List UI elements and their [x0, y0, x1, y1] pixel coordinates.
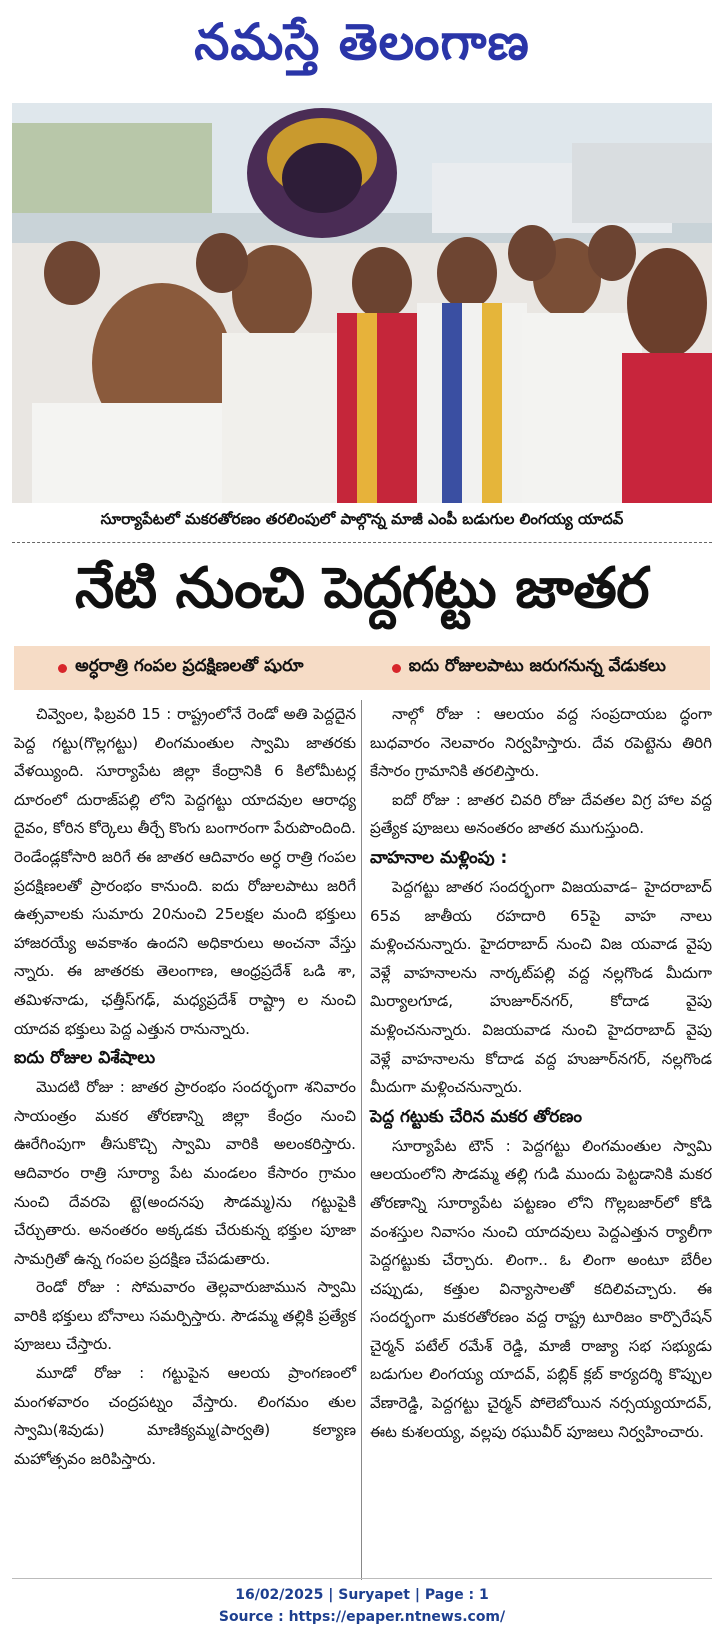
article-paragraph: మొదటి రోజు : జాతర ప్రారంభం సందర్భంగా శనివారం సాయంత్రం మకర తోరణాన్ని జిల్లా కేంద్రం నుంచి ఊరేగింపుగా తీసుకొచ్చి స్వామి వారికి అలంకరిస్తారు. ఆదివారం రాత్రి సూర్యా పేట మండలం కేసారం గ్రామం నుంచి దేవరపె ట్టె(అందనపు సౌడమ్మ)ను గట్టుపైకి చేర్చుతారు. అనంతరం అక్కడకు చేరుకున్న భక్తుల పూజా సామగ్రితో ఉన్న గంపల ప్రదక్షిణ చేపడుతారు.: [14, 1078, 356, 1268]
masthead-logo-text: నమస్తే తెలంగాణ: [194, 12, 530, 71]
subhead-item: [58, 656, 303, 680]
masthead: [0, 0, 724, 96]
subhead-item: [392, 656, 666, 680]
footer-date-line: 16/02/2025 | Suryapet | Page : 1: [235, 1587, 489, 1603]
article-paragraph: నాల్గో రోజు : ఆలయం వద్ద సంప్రదాయబ ద్ధంగా బుధవారం నెలవారం నిర్వహిస్తారు. దేవ రపెట్టెను తిరిగి కేసారం గ్రామానికి తరలిస్తారు.: [370, 705, 712, 781]
footer-divider: [12, 1578, 712, 1579]
article-paragraph: పెద్దగట్టు జాతర సందర్భంగా విజయవాడ– హైదరాబాద్ 65వ జాతీయ రహదారి 65పై వాహ నాలు మళ్లించనున్నారు. హైదరాబాద్ నుంచి విజ యవాడ వైపు వెళ్లే వాహనాలను నార్కట్‌పల్లి వద్ద నల్లగొండ మీదుగా మిర్యాలగూడ, హుజూర్‌నగర్, కోదాడ వైపు మళ్లించనున్నారు. విజయవాడ నుంచి హైదరాబాద్ వైపు వెళ్లే వాహనాలను కోదాడ వద్ద హుజూర్‌నగర్, నల్లగొండ మీదుగా మళ్లించనున్నారు.: [370, 877, 712, 1097]
bullet-dot-icon: [392, 664, 401, 673]
photo-caption: సూర్యాపేటలో మకరతోరణం తరలింపులో పాల్గొన్న మాజీ ఎంపీ బడుగుల లింగయ్య యాదవ్: [100, 510, 624, 528]
subhead-text: అర్ధరాత్రి గంపల ప్రదక్షిణలతో షురూ: [75, 656, 304, 676]
subheadline-bar: [14, 646, 710, 690]
article-paragraph: మూడో రోజు : గట్టుపైన ఆలయ ప్రాంగణంలో మంగళవారం చంద్రపట్నం వేస్తారు. లింగమం తుల స్వామి(శివుడు) మాణిక్యమ్మ(పార్వతి) కల్యాణ మహోత్సవం జరిపిస్తారు.: [14, 1364, 356, 1468]
article-paragraph: చివ్వెంల, ఫిబ్రవరి 15 : రాష్ట్రంలోనే రెండో అతి పెద్దదైన పెద్ద గట్టు(గొల్లగట్టు) లింగమంతుల స్వామి జాతరకు వేళయ్యింది. సూర్యాపేట జిల్లా కేంద్రానికి 6 కిలోమీటర్ల దూరంలో దురాజ్‌పల్లి లోని పెద్దగట్టు యాదవుల ఆరాధ్య దైవం, కోరిన కోర్కెలు తీర్చే కొంగు బంగారంగా పేరుపొందింది. రెండేండ్లకోసారి జరిగే ఈ జాతర ఆదివారం అర్ధ రాత్రి గంపల ప్రదక్షిణలతో ప్రారంభం కానుంది. ఐదు రోజులపాటు జరిగే ఉత్సవాలకు సుమారు 20నుంచి 25లక్షల మంది భక్తులు హాజరయ్యే అవకాశం ఉందని అధికారులు అంచనా వేస్తు న్నారు. ఈ జాతరకు తెలంగాణ, ఆంధ్రప్రదేశ్ ఒడి శా, తమిళనాడు, ఛత్తీస్‌గఢ్, మధ్యప్రదేశ్ రాష్ట్రా ల నుంచి యాదవ భక్తులు పెద్ద ఎత్తున రానున్నారు.: [14, 705, 356, 1038]
headline: నేటి నుంచి పెద్దగట్టు జాతర: [75, 555, 649, 621]
section-heading: ఐదు రోజుల విశేషాలు: [14, 1048, 156, 1069]
article-right-column: [370, 700, 712, 1446]
article-left-column: [14, 700, 356, 1473]
bullet-dot-icon: [58, 664, 67, 673]
article-paragraph: సూర్యాపేట టౌన్ : పెద్దగట్టు లింగమంతుల స్వామి ఆలయంలోని సౌడమ్మ తల్లి గుడి ముందు పెట్టడానికి మకర తోరణాన్ని సూర్యాపేట పట్టణం లోని గొల్లబజార్‌లో కోడి వంశస్తుల నివాసం నుంచి యాదవులు పెద్దఎత్తున ర్యాలీగా పెద్దగట్టుకు చేర్చారు. లింగా.. ఓ లింగా అంటూ బేరీల చప్పుడు, కత్తుల విన్యాసాలతో కదిలివచ్చారు. ఈ సందర్భంగా మకరతోరణం వద్ద రాష్ట్ర టూరిజం కార్పొరేషన్ చైర్మన్ పటేల్ రమేశ్ రెడ్డి, మాజీ రాజ్యా సభ సభ్యుడు బడుగుల లింగయ్య యాదవ్, పబ్లిక్ క్లబ్ కార్యదర్శి కొప్పుల వేణారెడ్డి, పెద్దగట్టు చైర్మన్ పోలెబోయిన నర్సయ్యయాదవ్, ఈట కుశలయ్య, వల్లపు రఘువీర్ పూజలు నిర్వహించారు.: [370, 1136, 712, 1441]
section-heading: పెద్ద గట్టుకు చేరిన మకర తోరణం: [370, 1106, 582, 1127]
column-divider: [361, 700, 362, 1580]
news-photo: [12, 103, 712, 503]
photo-crowd-image: [12, 103, 712, 503]
article-paragraph: రెండో రోజు : సోమవారం తెల్లవారుజామున స్వామి వారికి భక్తులు బోనాలు సమర్పిస్తారు. సౌడమ్మ తల్లికి ప్రత్యేక పూజలు చేస్తారు.: [14, 1278, 356, 1354]
footer-source-link[interactable]: Source : https://epaper.ntnews.com/: [218, 1609, 506, 1625]
section-heading: వాహనాల మళ్లింపు :: [370, 847, 508, 868]
subhead-text: ఐదు రోజులపాటు జరుగనున్న వేడుకలు: [408, 656, 666, 676]
article-paragraph: ఐదో రోజు : జాతర చివరి రోజు దేవతల విగ్ర హాల వద్ద ప్రత్యేక పూజలు అనంతరం జాతర ముగుస్తుంది.: [370, 790, 712, 838]
footer: [0, 1584, 724, 1640]
caption-divider: [12, 542, 712, 544]
